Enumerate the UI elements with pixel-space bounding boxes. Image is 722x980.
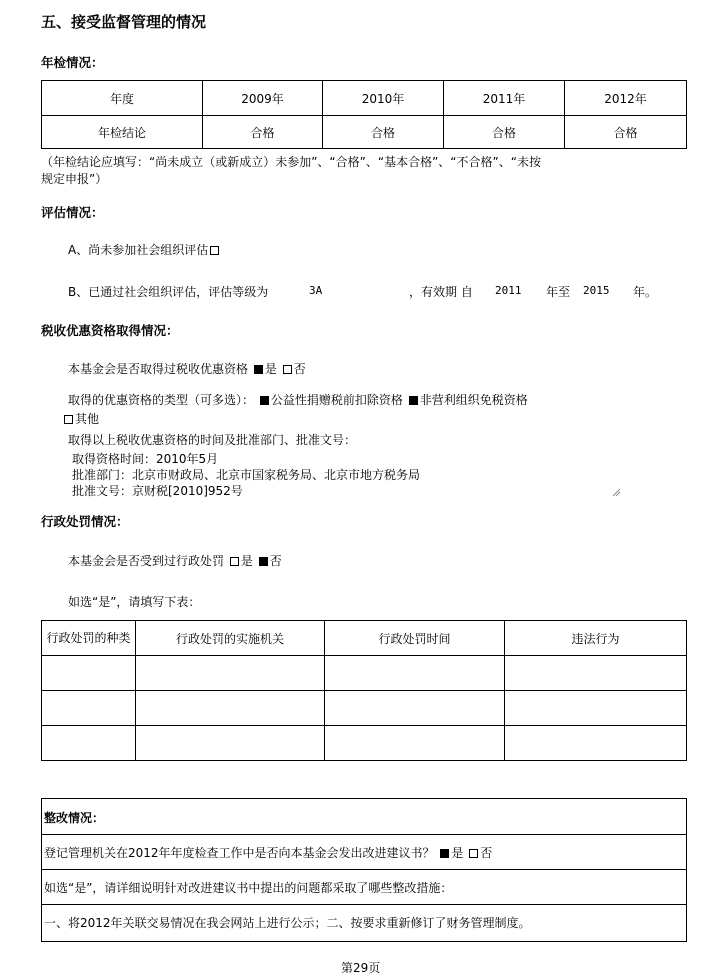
- penalty-question-line: [68, 552, 282, 569]
- table-cell[interactable]: [42, 656, 136, 691]
- table-cell: 2012年: [565, 81, 687, 116]
- annual-inspection-heading: 年检情况：: [41, 55, 104, 70]
- table-cell[interactable]: [505, 726, 687, 761]
- divider: [42, 904, 686, 905]
- evaluation-valid-from-label: ，有效期 自: [409, 285, 473, 299]
- evaluation-from-year[interactable]: 2011: [495, 284, 522, 297]
- table-cell[interactable]: [325, 691, 505, 726]
- table-row: [42, 726, 687, 761]
- tax-type1-checkbox[interactable]: [260, 396, 269, 405]
- table-header-cell: 行政处罚时间: [325, 621, 505, 656]
- tax-question-line: [68, 360, 306, 377]
- rectification-yes-label: 是: [451, 846, 464, 860]
- evaluation-to-year[interactable]: 2015: [583, 284, 610, 297]
- penalty-fill-note: 如选“是”，请填写下表：: [68, 595, 201, 609]
- evaluation-option-a-checkbox[interactable]: [210, 246, 219, 255]
- tax-other-label: 其他: [75, 412, 100, 426]
- tax-other-line: [62, 410, 99, 427]
- evaluation-to-label: 年至: [546, 285, 571, 299]
- rectification-detail-prompt: 如选“是”，请详细说明针对改进建议书中提出的问题都采取了哪些整改措施：: [44, 881, 453, 895]
- penalty-question: 本基金会是否受到过行政处罚: [68, 554, 225, 568]
- table-row: [42, 656, 687, 691]
- inspection-note-line-2: 规定申报”）: [41, 172, 108, 186]
- table-cell[interactable]: [136, 656, 325, 691]
- evaluation-option-a: [68, 241, 221, 258]
- tax-detail-line-2[interactable]: 批准部门：北京市财政局、北京市国家税务局、北京市地方税务局: [72, 468, 421, 482]
- rectification-yes-checkbox[interactable]: [440, 849, 449, 858]
- evaluation-heading: 评估情况：: [41, 205, 104, 220]
- table-header-cell: 行政处罚的种类: [42, 621, 136, 656]
- rectification-no-checkbox[interactable]: [469, 849, 478, 858]
- divider: [42, 834, 686, 835]
- penalty-table: [41, 620, 687, 761]
- tax-yes-checkbox[interactable]: [254, 365, 263, 374]
- table-cell[interactable]: 合格: [323, 116, 444, 149]
- table-cell[interactable]: [505, 691, 687, 726]
- table-header-cell: 行政处罚的实施机关: [136, 621, 325, 656]
- annual-inspection-table: [41, 80, 687, 149]
- section-title: 五、接受监督管理的情况: [41, 13, 207, 31]
- table-cell[interactable]: [505, 656, 687, 691]
- inspection-note-line-1: （年检结论应填写：“尚未成立（或新成立）未参加”、“合格”、“基本合格”、“不合格”、“未按: [41, 155, 541, 169]
- divider: [42, 869, 686, 870]
- evaluation-option-a-label: A、尚未参加社会组织评估: [68, 243, 209, 257]
- penalty-no-label: 否: [269, 554, 282, 568]
- table-cell: 年度: [42, 81, 203, 116]
- rectification-question-line: [44, 844, 492, 861]
- table-cell[interactable]: 合格: [444, 116, 565, 149]
- textarea-resize-handle[interactable]: [612, 488, 621, 497]
- penalty-heading: 行政处罚情况：: [41, 514, 129, 529]
- rectification-question: 登记管理机关在2012年年度检查工作中是否向本基金会发出改进建议书？: [44, 846, 435, 860]
- tax-detail-line-1[interactable]: 取得资格时间：2010年5月: [72, 452, 219, 466]
- tax-types-label: 取得的优惠资格的类型（可多选）：: [68, 393, 255, 407]
- table-cell: 年检结论: [42, 116, 203, 149]
- evaluation-grade[interactable]: 3A: [309, 284, 323, 297]
- tax-other-checkbox[interactable]: [64, 415, 73, 424]
- table-cell[interactable]: [325, 656, 505, 691]
- tax-no-label: 否: [293, 362, 306, 376]
- page-number: 第29页: [341, 961, 381, 975]
- tax-type1-label: 公益性捐赠税前扣除资格: [270, 393, 403, 407]
- rectification-box: [41, 798, 687, 942]
- tax-question: 本基金会是否取得过税收优惠资格: [68, 362, 249, 376]
- tax-yes-label: 是: [264, 362, 277, 376]
- table-cell[interactable]: [42, 691, 136, 726]
- table-row: [42, 691, 687, 726]
- penalty-header-row: [42, 621, 687, 656]
- tax-heading: 税收优惠资格取得情况：: [41, 323, 179, 338]
- penalty-yes-label: 是: [240, 554, 253, 568]
- evaluation-option-b-prefix: B、已通过社会组织评估，评估等级为: [68, 285, 269, 299]
- evaluation-year-suffix: 年。: [633, 285, 658, 299]
- tax-type2-label: 非营利组织免税资格: [419, 393, 528, 407]
- penalty-yes-checkbox[interactable]: [230, 557, 239, 566]
- table-cell: 2010年: [323, 81, 444, 116]
- annual-inspection-result-row: [42, 116, 687, 149]
- rectification-no-label: 否: [480, 846, 493, 860]
- annual-inspection-header-row: [42, 81, 687, 116]
- rectification-heading: 整改情况：: [44, 811, 105, 825]
- tax-type2-checkbox[interactable]: [409, 396, 418, 405]
- table-cell[interactable]: [325, 726, 505, 761]
- table-cell[interactable]: [136, 691, 325, 726]
- table-cell: 2011年: [444, 81, 565, 116]
- tax-types-line: [68, 391, 528, 408]
- table-cell: 2009年: [203, 81, 323, 116]
- table-cell[interactable]: 合格: [203, 116, 323, 149]
- tax-time-label: 取得以上税收优惠资格的时间及批准部门、批准文号：: [68, 433, 357, 447]
- table-cell[interactable]: [136, 726, 325, 761]
- table-cell[interactable]: 合格: [565, 116, 687, 149]
- rectification-measures[interactable]: 一、将2012年关联交易情况在我会网站上进行公示；二、按要求重新修订了财务管理制度。: [44, 916, 531, 930]
- table-cell[interactable]: [42, 726, 136, 761]
- table-header-cell: 违法行为: [505, 621, 687, 656]
- penalty-no-checkbox[interactable]: [259, 557, 268, 566]
- tax-detail-line-3[interactable]: 批准文号：京财税[2010]952号: [72, 484, 243, 498]
- tax-no-checkbox[interactable]: [283, 365, 292, 374]
